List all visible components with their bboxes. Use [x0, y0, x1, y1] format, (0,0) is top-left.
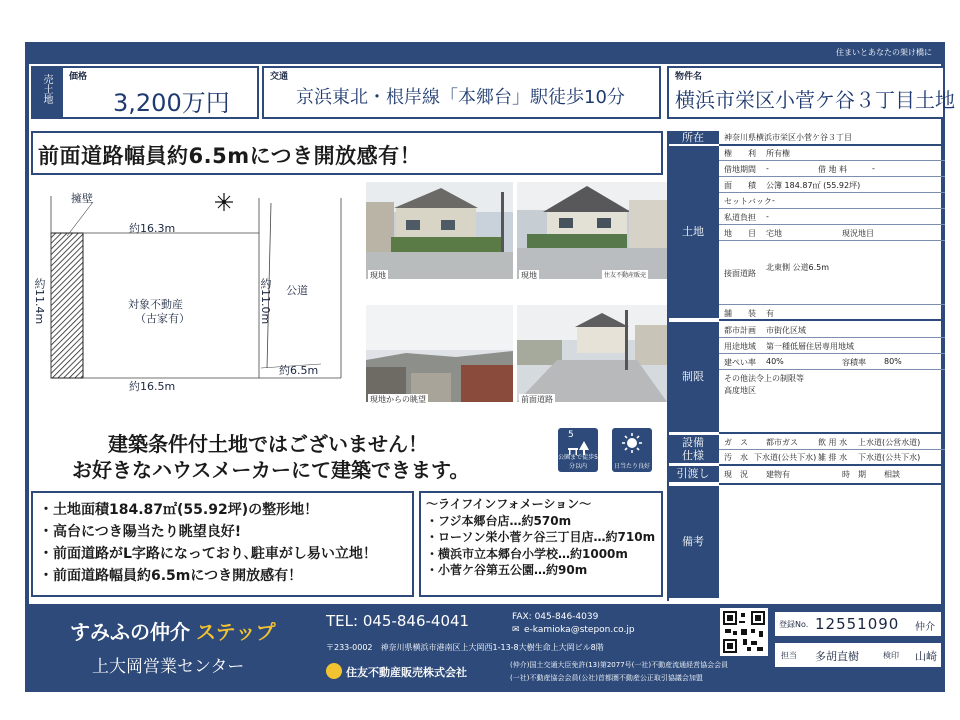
- fax-number: FAX: 045-846-4039: [512, 612, 599, 622]
- road-width-label: 約6.5m: [279, 364, 319, 377]
- gas-label: ガ ス: [724, 438, 748, 447]
- life-info-item: ・ローソン栄小菅ケ谷三丁目店…約710m: [426, 530, 656, 544]
- row-divider: [719, 304, 945, 305]
- price-value: 3,200万円: [113, 89, 230, 117]
- feature-item: ・土地面積184.87㎡(55.92坪)の整形地！: [39, 502, 319, 518]
- road-label: 公道: [286, 284, 308, 297]
- life-info-title: 〜ライフインフォメーション〜: [426, 497, 592, 511]
- inspect-label: 検印: [883, 651, 899, 660]
- life-info-item: ・小菅ケ谷第五公園…約90m: [426, 563, 588, 577]
- gas-value: 都市ガス: [766, 438, 798, 447]
- subject-property-label: 対象不動産: [128, 298, 183, 311]
- license-line-2: (一社)不動産協会会員(公社)首都圏不動産公正取引協議会加盟: [510, 674, 703, 682]
- sun-icon: [621, 432, 643, 454]
- cat-location: 所在: [667, 131, 719, 144]
- feature-item: ・高台につき陽当たり眺望良好!: [39, 524, 242, 540]
- feature-item: ・前面道路幅員約6.5mにつき開放感有！: [39, 568, 303, 584]
- paving-value: 有: [766, 309, 774, 318]
- paving-label: 舗 装: [724, 309, 756, 318]
- top-bar: [25, 42, 945, 64]
- city-plan-value: 市街化区域: [766, 326, 806, 335]
- photo-caption-3: 現地からの眺望: [370, 395, 426, 404]
- bcr-label: 建ぺい率: [724, 358, 756, 367]
- top-width-label: 約16.3m: [129, 222, 176, 235]
- chimoku-label: 地 目: [724, 229, 756, 238]
- use-area-label: 用途地域: [724, 342, 756, 351]
- setback-value: -: [772, 196, 775, 205]
- other-restriction-label: その他法令上の制限等: [724, 374, 804, 383]
- cat-handover: 引渡し: [667, 466, 719, 482]
- features-box: [31, 491, 414, 597]
- traffic-label: 交通: [270, 72, 289, 82]
- cat-restriction: 制限: [667, 322, 719, 432]
- company-name: 住友不動産販売株式会社: [346, 666, 467, 679]
- email-address[interactable]: e-kamioka@stepon.co.jp: [524, 625, 635, 635]
- row-divider: [719, 208, 945, 209]
- row-divider: [719, 224, 945, 225]
- genkyo-label: 現況地目: [842, 229, 874, 238]
- price-label: 価格: [69, 72, 88, 82]
- row-divider: [719, 483, 945, 485]
- row-divider: [719, 353, 945, 354]
- lease-fee-value: -: [872, 164, 875, 173]
- registration-row: [775, 612, 941, 636]
- price-box: [61, 66, 259, 119]
- sunny-label: 日当たり良好: [613, 463, 650, 470]
- brand-name: すみふの仲介: [70, 620, 190, 644]
- right-label: 権 利: [724, 149, 756, 158]
- photo-caption-2: 現地: [521, 271, 537, 280]
- plot-plan: [31, 178, 355, 418]
- area-label: 面 積: [724, 181, 756, 190]
- row-divider: [719, 369, 945, 370]
- photo-caption-1: 現地: [370, 271, 386, 280]
- plot-plan-drawing: [31, 178, 355, 418]
- branch-name: 上大岡営業センター: [92, 657, 245, 677]
- walk-to-park-badge: [558, 428, 598, 472]
- condition-line-1: 建築条件付土地ではございません！: [108, 432, 428, 456]
- lease-period-value: -: [766, 164, 769, 173]
- drain-value: 下水道(公共下水): [858, 453, 921, 462]
- subject-property-note: （古家有）: [135, 312, 190, 325]
- sewage-value: 下水道(公共下水): [754, 453, 817, 462]
- registration-label: 登録No.: [779, 620, 809, 629]
- row-divider: [719, 176, 945, 177]
- row-divider: [719, 144, 945, 146]
- row-divider: [719, 319, 945, 321]
- far-label: 容積率: [842, 358, 866, 367]
- sewage-label: 汚 水: [724, 453, 748, 462]
- left-depth-label: 約11.4m: [33, 278, 46, 325]
- other-restriction-value: 高度地区: [724, 386, 756, 395]
- headline: 前面道路幅員約6.5mにつき開放感有！: [31, 131, 663, 175]
- inspector-name: 山崎: [915, 650, 937, 663]
- photo-view: [366, 305, 513, 402]
- timing-value: 相談: [884, 470, 900, 479]
- road-contact-value: 北東側 公道6.5m: [766, 263, 830, 272]
- row-divider: [719, 192, 945, 193]
- photo-front-road: [517, 305, 667, 402]
- current-value: 建物有: [766, 470, 790, 479]
- life-info-item: ・横浜市立本郷台小学校…約1000m: [426, 546, 628, 561]
- city-plan-label: 都市計画: [724, 326, 756, 335]
- setback-label: セットバック: [724, 197, 772, 206]
- right-depth-label: 約11.0m: [259, 278, 272, 325]
- right-value: 所有権: [766, 149, 790, 158]
- cat-equipment: [667, 435, 719, 463]
- cat-remarks: 備考: [667, 486, 719, 598]
- timing-label: 時 期: [842, 470, 866, 479]
- water-label: 飲 用 水: [818, 438, 848, 447]
- use-area-value: 第一種低層住居専用地域: [766, 342, 854, 351]
- mail-icon: ✉: [512, 625, 520, 635]
- walk-to-park-label: 公園まで徒歩5分以内: [558, 454, 598, 470]
- current-label: 現 況: [724, 470, 748, 479]
- staff-name: 多胡直樹: [815, 650, 859, 663]
- tagline: 住まいとあなたの架け橋に: [836, 48, 932, 57]
- row-divider: [719, 432, 945, 434]
- lease-fee-label: 借 地 料: [818, 165, 848, 174]
- sunny-badge: [612, 428, 652, 472]
- retaining-wall-label: 擁壁: [71, 192, 93, 205]
- cat-equipment-2: 仕様: [682, 449, 704, 462]
- row-divider: [719, 449, 945, 450]
- road-contact-label: 接面道路: [724, 269, 756, 278]
- photo-watermark: 住友不動産販売: [604, 272, 647, 279]
- photo-caption-4: 前面道路: [521, 395, 553, 404]
- phone-number: TEL: 045-846-4041: [326, 612, 470, 630]
- bcr-value: 40%: [766, 357, 784, 366]
- private-road-label: 私道負担: [724, 213, 756, 222]
- property-name: 横浜市栄区小菅ケ谷３丁目土地: [675, 88, 955, 112]
- cat-land: 土地: [667, 146, 719, 318]
- property-box: [667, 66, 955, 119]
- traffic-value: 京浜東北・根岸線「本郷台」駅徒歩10分: [296, 87, 625, 108]
- row-divider: [719, 160, 945, 161]
- walk-minutes: 5: [568, 430, 574, 440]
- qr-code-icon: [723, 611, 765, 653]
- office-address: 〒233-0002 神奈川県横浜市港南区上大岡西1-13-8大樹生命上大岡ビル8階: [326, 643, 604, 652]
- water-value: 上水道(公営水道): [858, 438, 921, 447]
- private-road-value: -: [766, 212, 769, 221]
- qr-code[interactable]: [720, 608, 768, 656]
- listing-kind-text: 売土地: [41, 74, 52, 104]
- lease-period-label: 借地期間: [724, 165, 756, 174]
- drain-label: 雑 排 水: [818, 453, 848, 462]
- feature-item: ・前面道路がL字路になっており､駐車がし易い立地！: [39, 546, 377, 562]
- broker-label: 仲介: [915, 622, 935, 633]
- property-label: 物件名: [675, 72, 703, 82]
- company-logo-icon: [326, 663, 342, 679]
- area-value: 公簿 184.87㎡ (55.92坪): [766, 181, 861, 190]
- location-value: 神奈川県横浜市栄区小菅ケ谷３丁目: [724, 133, 852, 142]
- staff-row: [775, 643, 941, 667]
- row-divider: [719, 337, 945, 338]
- condition-line-2: お好きなハウスメーカーにて建築できます。: [72, 458, 470, 482]
- row-divider: [719, 464, 945, 466]
- row-divider: [719, 240, 945, 241]
- cat-equipment-1: 設備: [682, 436, 704, 449]
- life-info-box: [419, 491, 663, 597]
- photo-site-1: [366, 182, 513, 279]
- life-info-item: ・フジ本郷台店…約570m: [426, 513, 572, 528]
- listing-kind: [31, 66, 61, 119]
- chimoku-value: 宅地: [766, 229, 782, 238]
- license-line-1: (仲介)国土交通大臣免許(13)第2077号(一社)不動産流通経営協会会員: [510, 661, 729, 669]
- bottom-width-label: 約16.5m: [129, 380, 176, 393]
- traffic-box: [262, 66, 661, 119]
- brand-step: ステップ: [196, 620, 276, 644]
- far-value: 80%: [884, 357, 902, 366]
- photo-site-2: [517, 182, 667, 279]
- staff-label: 担当: [781, 651, 797, 660]
- registration-number: 12551090: [815, 615, 900, 633]
- north-arrow-icon: [215, 193, 233, 211]
